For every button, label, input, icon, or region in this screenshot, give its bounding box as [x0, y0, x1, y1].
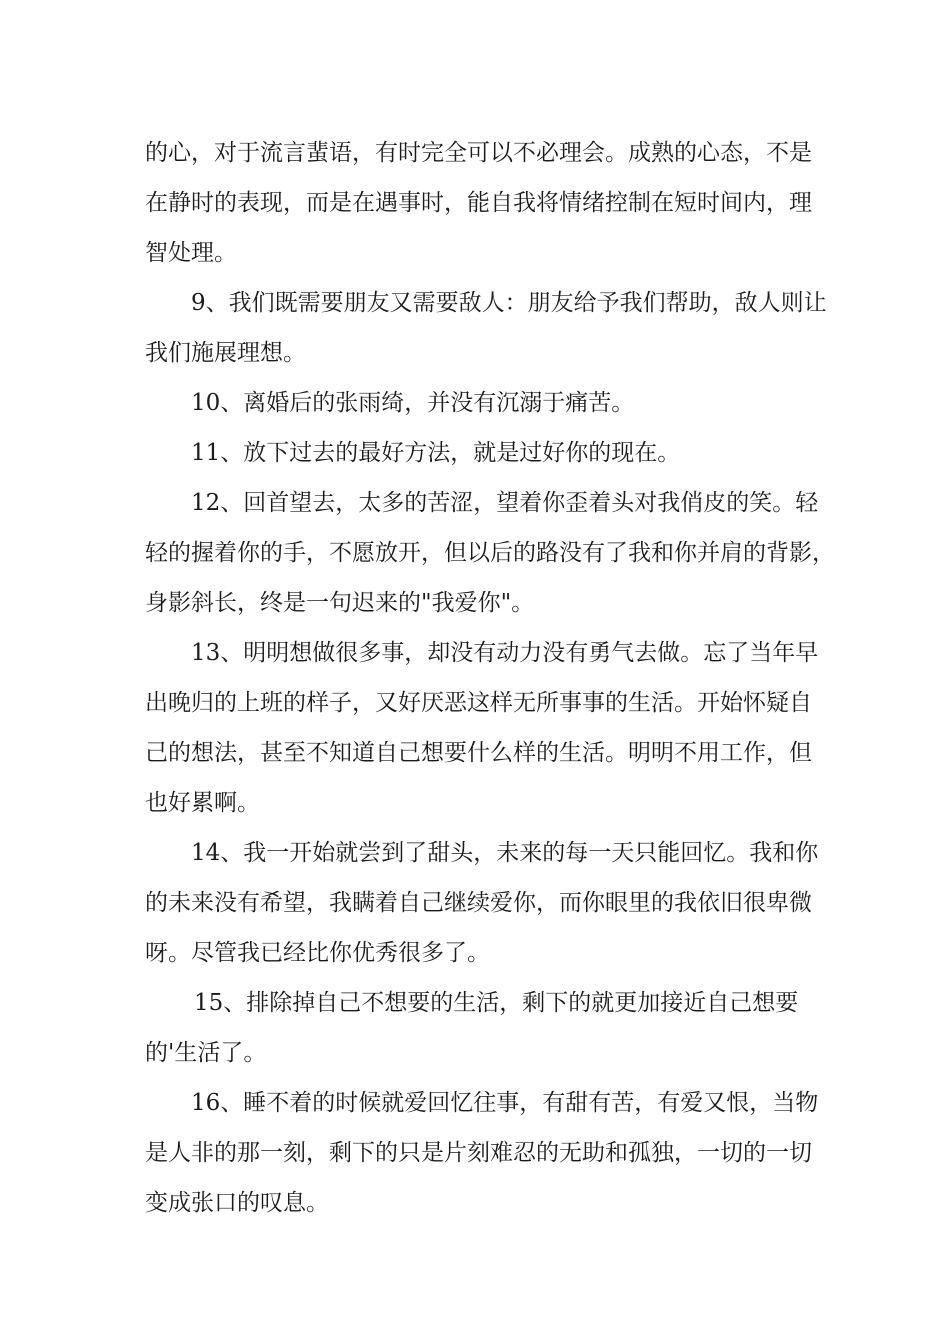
text-line: 我们施展理想。: [145, 340, 306, 366]
text-line: 的心，对于流言蜚语，有时完全可以不必理会。成熟的心态，不是: [145, 140, 812, 166]
paragraph-item-16: [145, 1078, 819, 1228]
text-line: 13、明明想做很多事，却没有动力没有勇气去做。忘了当年早: [191, 640, 819, 666]
text-line: 的'生活了。: [145, 1040, 267, 1066]
text-line: 9、我们既需要朋友又需要敌人：朋友给予我们帮助，敌人则让: [191, 290, 827, 316]
paragraph-item-11: [145, 428, 815, 478]
paragraph-item-13: [145, 628, 819, 828]
text-line: 己的想法，甚至不知道自己想要什么样的生活。明明不用工作，但: [145, 740, 812, 766]
text-line: 16、睡不着的时候就爱回忆往事，有甜有苦，有爱又恨，当物: [191, 1090, 819, 1116]
paragraph-item-12: [145, 478, 835, 628]
text-line: 智处理。: [145, 240, 237, 266]
text-line: 轻的握着你的手，不愿放开，但以后的路没有了我和你并肩的背影，: [145, 540, 835, 566]
text-line: 是人非的那一刻，剩下的只是片刻难忍的无助和孤独，一切的一切: [145, 1140, 812, 1166]
text-line: 也好累啊。: [145, 790, 260, 816]
text-line: 12、回首望去，太多的苦涩，望着你歪着头对我俏皮的笑。轻: [191, 490, 819, 516]
paragraph-item-9: [145, 278, 827, 378]
text-line: 11、放下过去的最好方法，就是过好你的现在。: [191, 440, 681, 466]
text-line: 出晚归的上班的样子，又好厌恶这样无所事事的生活。开始怀疑自: [145, 690, 812, 716]
document-body: [145, 128, 835, 1228]
text-line: 呀。尽管我已经比你优秀很多了。: [145, 940, 490, 966]
text-line: 的未来没有希望，我瞒着自己继续爱你，而你眼里的我依旧很卑微: [145, 890, 812, 916]
paragraph-item-10: [145, 378, 815, 428]
paragraph-item-15: [145, 978, 815, 1078]
paragraph-continuation: [145, 128, 815, 278]
text-line: 10、离婚后的张雨绮，并没有沉溺于痛苦。: [191, 390, 635, 416]
text-line: 15、排除掉自己不想要的生活，剩下的就更加接近自己想要: [194, 990, 799, 1016]
text-line: 在静时的表现，而是在遇事时，能自我将情绪控制在短时间内，理: [145, 190, 812, 216]
paragraph-item-14: [145, 828, 819, 978]
text-line: 变成张口的叹息。: [145, 1190, 329, 1216]
text-line: 14、我一开始就尝到了甜头，未来的每一天只能回忆。我和你: [191, 840, 819, 866]
text-line: 身影斜长，终是一句迟来的"我爱你"。: [145, 590, 535, 616]
